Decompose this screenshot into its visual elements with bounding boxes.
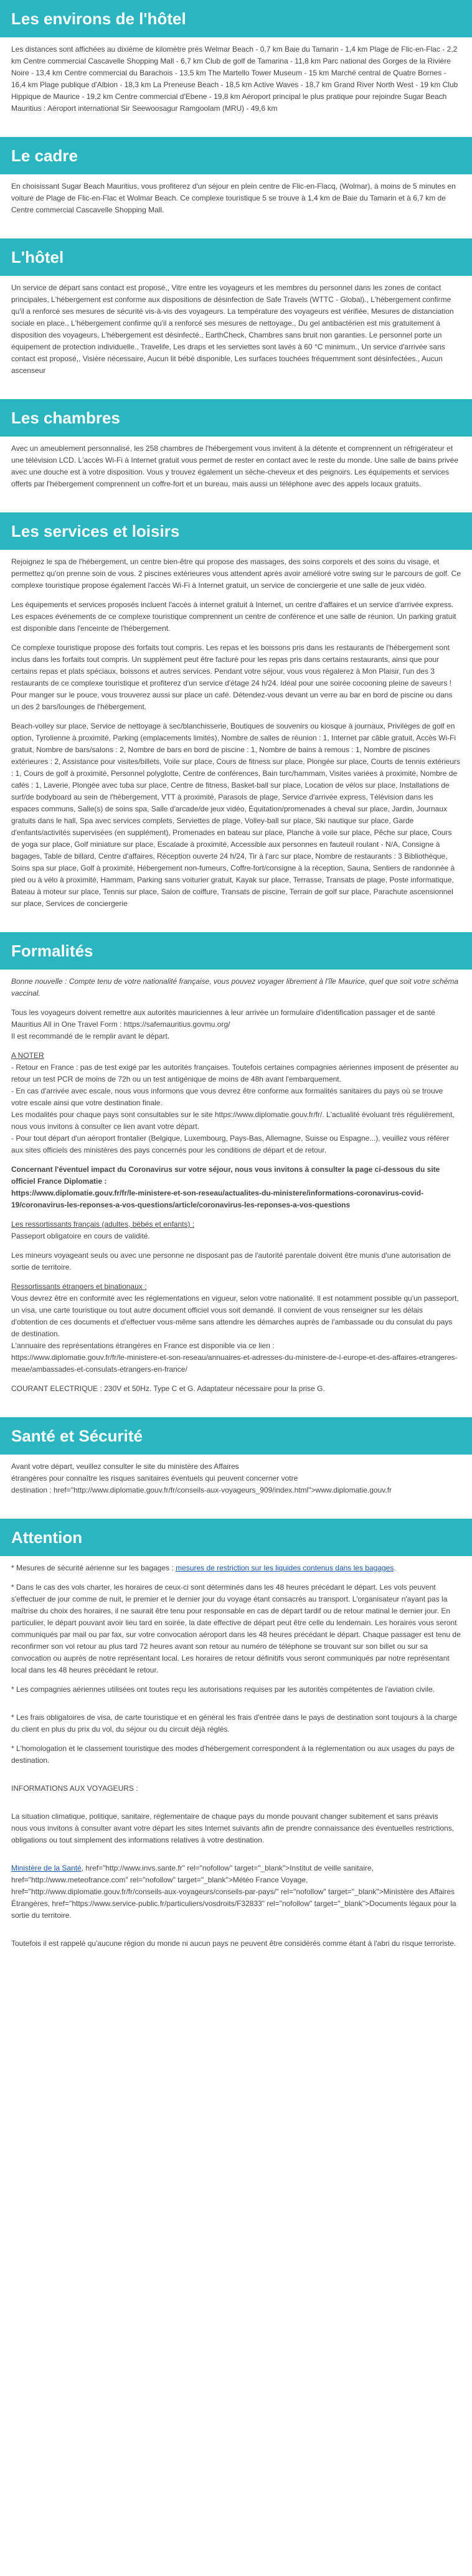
section-title-cadre: Le cadre bbox=[0, 137, 472, 174]
formalites-ressortissants-label: Les ressortissants français (adultes, bébés et enfants) : bbox=[11, 1220, 195, 1229]
section-formalites bbox=[0, 932, 472, 1417]
section-cadre bbox=[0, 137, 472, 238]
attention-bagages-after: . bbox=[394, 1564, 396, 1572]
section-chambres bbox=[0, 399, 472, 512]
section-services bbox=[0, 512, 472, 932]
formalites-note-modalites: Les modalités pour chaque pays sont consultables sur le site https://www.diplomatie.gouv.fr/fr/. L'actualité évoluant très régulièrement, nous vous invitons à consulter ce lien avant votre départ. bbox=[11, 1110, 455, 1131]
formalites-mineurs: Les mineurs voyageant seuls ou avec une personne ne disposant pas de l'autorité parentale doivent être munis d'une autorisation de sortie de territoire. bbox=[11, 1251, 451, 1271]
services-text-equipements: Les équipements et services proposés incluent l'accès à internet gratuit à Internet, un centre d'affaires et un service d'arrivée express. Les espaces événements de ce complexe touristique comprennent un centre de conférence et une salle de réunion. Un parking gratuit est disponible dans l'enceinte de l'hébergement. bbox=[11, 600, 456, 633]
section-title-sante: Santé et Sécurité bbox=[0, 1417, 472, 1455]
section-title-attention: Attention bbox=[0, 1519, 472, 1556]
formalites-note-label: A NOTER bbox=[11, 1051, 44, 1060]
formalites-courant: COURANT ELECTRIQUE : 230V et 50Hz. Type C et G. Adaptateur nécessaire pour la prise G. bbox=[11, 1384, 325, 1393]
formalites-etrangers-label: Ressortissants étrangers et binationaux : bbox=[11, 1282, 147, 1291]
section-title-hotel: L'hôtel bbox=[0, 238, 472, 276]
attention-liens bbox=[11, 1862, 461, 1922]
formalites-note-escale: - En cas d'arrivée avec escale, nous vous informons que vous devrez être conforme aux formalités sanitaires du pays où se trouve votre escale ainsi que votre destination finale. bbox=[11, 1087, 443, 1107]
formalites-note-frontalier: - Pour tout départ d'un aéroport frontalier (Belgique, Luxembourg, Pays-Bas, Allemagne, Suisse ou Espagne...), veuillez vous référer aux sites officiels des ministères des pays concernés pour les conditions de départ et de retour. bbox=[11, 1134, 450, 1154]
formalites-ressortissants-text: Passeport obligatoire en cours de validité. bbox=[11, 1232, 150, 1240]
formalites-bonne-nouvelle: Bonne nouvelle : Compte tenu de votre nationalité française, vous pouvez voyager librement à l'île Maurice, quel que soit votre schéma vaccinal. bbox=[11, 977, 459, 998]
attention-bagages bbox=[11, 1562, 461, 1574]
environs-text: Les distances sont affichées au dixième de kilomètre près Welmar Beach - 0,7 km Baie du Tamarin - 1,4 km Plage de Flic-en-Flac - 2,2 km Centre commercial Cascavelle Shopping Mall - 6,7 km Club de golf de Tamarina - 11,8 km Parc national des Gorges de la Rivière Noire - 13,4 km Centre commercial du Barachois - 13,5 km The Martello Tower Museum - 15 km Marché central de Quatre Bornes - 16,4 km Plage publique d'Albion - 18,3 km La Preneuse Beach - 18,5 km Active Waves - 18,7 km Grand River North West - 19 km Club Hippique de Maurice - 19,2 km Centre commercial d'Ebene - 19,8 km Aéroport principal le plus pratique pour rejoindre Sugar Beach Mauritius : Aéroport international Sir Seewoosagur Ramgoolam (MRU) - 49,6 km bbox=[11, 45, 458, 113]
section-title-chambres: Les chambres bbox=[0, 399, 472, 436]
attention-situation: La situation climatique, politique, sanitaire, réglementaire de chaque pays du monde pouvant changer subitement et sans préavis nous vous invitons à consulter avant votre départ les sites Internet suivants afin de prendre connaissance des éventuelles restrictions, obligations ou tout simplement des informations relatives à votre destination. bbox=[11, 1812, 455, 1844]
services-text-liste: Beach-volley sur place, Service de nettoyage à sec/blanchisserie, Boutiques de souvenirs ou kiosque à journaux, Privilèges de golf en option, Tyrolienne à proximité, Parking (emplacements limités), Nombre de salles de réunion : 1, Internet par câble gratuit, Accès Wi-Fi gratuit, Nombre de bars/salons : 2, Nombre de bars en bord de piscine : 1, Nombre de bains à remous : 1, Nombre de piscines extérieures : 2, Assistance pour visites/billets, Voile sur place, Cours de fitness sur place, Plongée sur place, Courts de tennis extérieurs : 1, Cours de golf à proximité, Personnel polyglotte, Centre de conférences, Bain turc/hammam, Visites variées à proximité, Nombre de cafés : 1, Laverie, Plongée avec tuba sur place, Centre de fitness, Basket-ball sur place, Location de vélos sur place, Installations de surf/de bodyboard au sein de l'hébergement, VTT à proximité, Parasols de plage, Service d'arrivée express, Télévision dans les espaces communs, Salle(s) de soins spa, Salle d'arcade/de jeux vidéo, Équitation/promenades à cheval sur place, Jardin, Journaux gratuits dans le hall, Spa avec services complets, Serviettes de plage, Volley-ball sur place, Ski nautique sur place, Garde d'enfants/activités supervisées (en supplément), Promenades en bateau sur place, Planche à voile sur place, Pêche sur place, Cours de yoga sur place, Golf miniature sur place, Escalade à proximité, Accessible aux personnes en fauteuil roulant - N/A, Consigne à bagages, Table de billard, Centre d'affaires, Réception ouverte 24 h/24, Tir à l'arc sur place, Nombre de restaurants : 3 Bibliothèque, Soins spa sur place, Golf à proximité, Hébergement non-fumeurs, Coffre-fort/consigne à la réception, Sauna, Sentiers de randonnée à pied ou à vélo à proximité, Hammam, Parking sans voiturier gratuit, Kayak sur place, Terrasse, Transats de plage, Poste informatique, Bateau à moteur sur place, Tennis sur place, Salon de coiffure, Transats de piscine, Terrain de golf sur place, Parachute ascensionnel sur place, Services de conciergerie bbox=[11, 722, 461, 908]
section-title-formalites: Formalités bbox=[0, 932, 472, 970]
attention-info-label: INFORMATIONS AUX VOYAGEURS : bbox=[11, 1784, 138, 1793]
formalites-formulaire: Tous les voyageurs doivent remettre aux autorités mauriciennes à leur arrivée un formulaire d'identification passager et de santé Mauritius All in One Travel Form : https://safemauritius.govmu.org/ Il est recommandé de le remplir avant le départ. bbox=[11, 1008, 435, 1040]
section-hotel bbox=[0, 238, 472, 399]
attention-liens-text: , href="http://www.invs.sante.fr" rel="nofollow" target="_blank">Institut de veille sanitaire, href="http://www.meteofrance.com" rel="nofollow" target="_blank">Météo France Voyage, href="http://www.diplomatie.gouv.fr/fr/conseils-aux-voyageurs/conseils-par-pays/" rel="nofollow" target="_blank">Ministère des Affaires Étrangères, href="https://www.service-public.fr/particuliers/vosdroits/F32833" rel="nofollow" target="_blank">Documents légaux pour la sortie du territoire. bbox=[11, 1864, 456, 1920]
attention-bagages-label: * Mesures de sécurité aérienne sur les bagages : bbox=[11, 1564, 176, 1572]
attention-frais: * Les frais obligatoires de visa, de carte touristique et en général les frais d'entrée dans le pays de destination sont toujours à la charge du client en plus du prix du vol, du séjour ou du circuit déjà réglés. bbox=[11, 1713, 458, 1734]
section-title-environs: Les environs de l'hôtel bbox=[0, 0, 472, 37]
attention-terrorisme: Toutefois il est rappelé qu'aucune région du monde ni aucun pays ne peuvent être considérés comme étant à l'abri du risque terroriste. bbox=[11, 1939, 456, 1948]
formalites-note-retour: - Retour en France : pas de test exigé par les autorités françaises. Toutefois certaines compagnies aériennes imposent de présenter au retour un test PCR de moins de 72h ou un test antigénique de moins de 48h avant l'embarquement. bbox=[11, 1063, 459, 1083]
sante-text: Avant votre départ, veuillez consulter le site du ministère des Affaires étrangères pour connaître les risques sanitaires éventuels qui peuvent concerner votre destination : href="http://www.diplomatie.gouv.fr/fr/conseils-aux-voyageurs_909/index.html">www.diplomatie.gouv.fr bbox=[11, 1462, 392, 1494]
attention-homologation: * L'homologation et le classement touristique des modes d'hébergement correspondent à la réglementation ou aux usages du pays de destination. bbox=[11, 1744, 455, 1765]
chambres-text: Avec un ameublement personnalisé, les 258 chambres de l'hébergement vous invitent à la détente et comprennent un réfrigérateur et une télévision LCD. L'accès Wi-Fi à Internet gratuit vous permet de rester en contact avec le reste du monde. Une salle de bains privée avec une douche est à votre disposition. Vous y trouvez également un sèche-cheveux et des peignoirs. Les équipements et services offerts par l'hébergement comprennent un coffre-fort et un bureau, mais aussi un téléphone avec des appels locaux gratuits. bbox=[11, 444, 458, 488]
attention-compagnies: * Les compagnies aériennes utilisées ont toutes reçu les autorisations requises par les autorités compétentes de l'aviation civile. bbox=[11, 1685, 435, 1694]
ministere-sante-link[interactable]: Ministère de la Santé bbox=[11, 1864, 82, 1872]
section-attention bbox=[0, 1519, 472, 1972]
formalites-coronavirus: Concernant l'éventuel impact du Coronavirus sur votre séjour, nous vous invitons à consulter la page ci-dessous du site officiel France Diplomatie : https://www.diplomatie.gouv.fr/fr/le-ministere-et-son-reseau/actualites-du-ministere/informations-coronavirus-covid-19/coronavirus-les-reponses-a-vos-questions/article/coronavirus-les-reponses-a-vos-questions bbox=[11, 1165, 440, 1209]
attention-vols-charter: * Dans le cas des vols charter, les horaires de ceux-ci sont déterminés dans les 48 heures précédant le départ. Les vols peuvent s'effectuer de jour comme de nuit, le premier et le dernier jour du voyage étant consacrés au transport. L'organisateur n'ayant pas la maîtrise du choix des horaires, il ne saurait être tenu pour responsable en cas de départ tardif ou de retour matinal le dernier jour. En particulier, le départ pouvant avoir lieu tard en soirée, la date effective de départ peut être celle du lendemain. Les horaires vous seront communiqués par mail ou par fax, sur votre convocation aéroport dans les 48 heures précédant le départ. Chaque passager est tenu de reconfirmer son vol retour au plus tard 72 heures avant son retour au numéro de téléphone se trouvant sur son billet ou sur sa convocation ou auprès de notre représentant local. Les horaires de retour définitifs vous seront communiqués par notre représentant local dans les 48 heures précédant le retour. bbox=[11, 1583, 461, 1674]
section-environs bbox=[0, 0, 472, 137]
section-title-services: Les services et loisirs bbox=[0, 512, 472, 550]
services-text-restauration: Ce complexe touristique propose des forfaits tout compris. Les repas et les boissons pris dans les restaurants de l'hébergement sont inclus dans les forfaits tout compris. Un supplément peut être facturé pour les repas pris dans certains restaurants, ainsi que pour certains repas et plats spéciaux, boissons et autres services. Pendant votre séjour, vous vous régalerez à Mon Plaisir, l'un des 3 restaurants de ce complexe touristique et profiterez d'un service d'étage 24 h/24. Idéal pour une soirée cocooning pleine de saveurs ! Pour manger sur le pouce, vous trouverez aussi sur place un café. Détendez-vous devant un verre au bar en bord de piscine ou dans un des 2 bars/lounges de l'hébergement. bbox=[11, 643, 453, 711]
cadre-text: En choisissant Sugar Beach Mauritius, vous profiterez d'un séjour en plein centre de Flic-en-Flacq, (Wolmar), à moins de 5 minutes en voiture de Plage de Flic-en-Flac et Wolmar Beach. Ce complexe touristique 5 se trouve à 1,4 km de Baie du Tamarin et à 6,7 km de Centre commercial Cascavelle Shopping Mall. bbox=[11, 182, 456, 214]
bagages-restrictions-link[interactable]: mesures de restriction sur les liquides contenus dans les bagages bbox=[176, 1564, 394, 1572]
hotel-text: Un service de départ sans contact est proposé,, Vitre entre les voyageurs et les membres du personnel dans les zones de contact principales, L'hébergement est conforme aux dispositions de désinfection de Safe Travels (WTTC - Global)., L'hébergement confirme qu'il a renforcé ses mesures de sécurité vis-à-vis des voyageurs. La température des voyageurs est vérifiée, Mesures de distanciation sociale en place., L'hébergement confirme qu'il a renforcé ses mesures de nettoyage., Du gel antibactérien est mis gratuitement à disposition des voyageurs, L'hébergement est désinfecté., EarthCheck, Chambres sans bruit non garanties. Le personnel porte un équipement de protection individuelle., Travelife, Les draps et les serviettes sont lavés à 60 °C minimum., Un service d'arrivée sans contact est proposé,, Visière nécessaire, Aucun lit bébé disponible, Les surfaces touchées fréquemment sont désinfectées., Aucun ascenseur bbox=[11, 283, 454, 375]
formalites-etrangers-text: Vous devrez être en conformité avec les réglementations en vigueur, selon votre nationalité. Il est notamment possible qu'un passeport, un visa, une carte touristique ou tout autre document officiel vous soit demandé. Il convient de vous renseigner sur les délais d'obtention de ces documents et d'effectuer vous-même sans attendre les démarches auprès de l'ambassade ou du consulat du pays de destination. L'annuaire des représentations étrangères en France est disponible via ce lien : https://www.diplomatie.gouv.fr/fr/le-ministere-et-son-reseau/annuaires-et-adresses-du-ministere-de-l-europe-et-des-affaires-etrangeres-meae/ambassades-et-consulats-etrangers-en-france/ bbox=[11, 1294, 459, 1374]
services-text-spa: Rejoignez le spa de l'hébergement, un centre bien-être qui propose des massages, des soins corporels et des soins du visage, et permettez qu'on prenne soin de vous. 2 piscines extérieures vous attendent après avoir amélioré votre swing sur le parcours de golf. Ce complexe touristique propose également l'accès Wi-Fi à Internet gratuit, un service de conciergerie et une salle de jeux vidéo. bbox=[11, 557, 461, 590]
section-sante bbox=[0, 1417, 472, 1519]
